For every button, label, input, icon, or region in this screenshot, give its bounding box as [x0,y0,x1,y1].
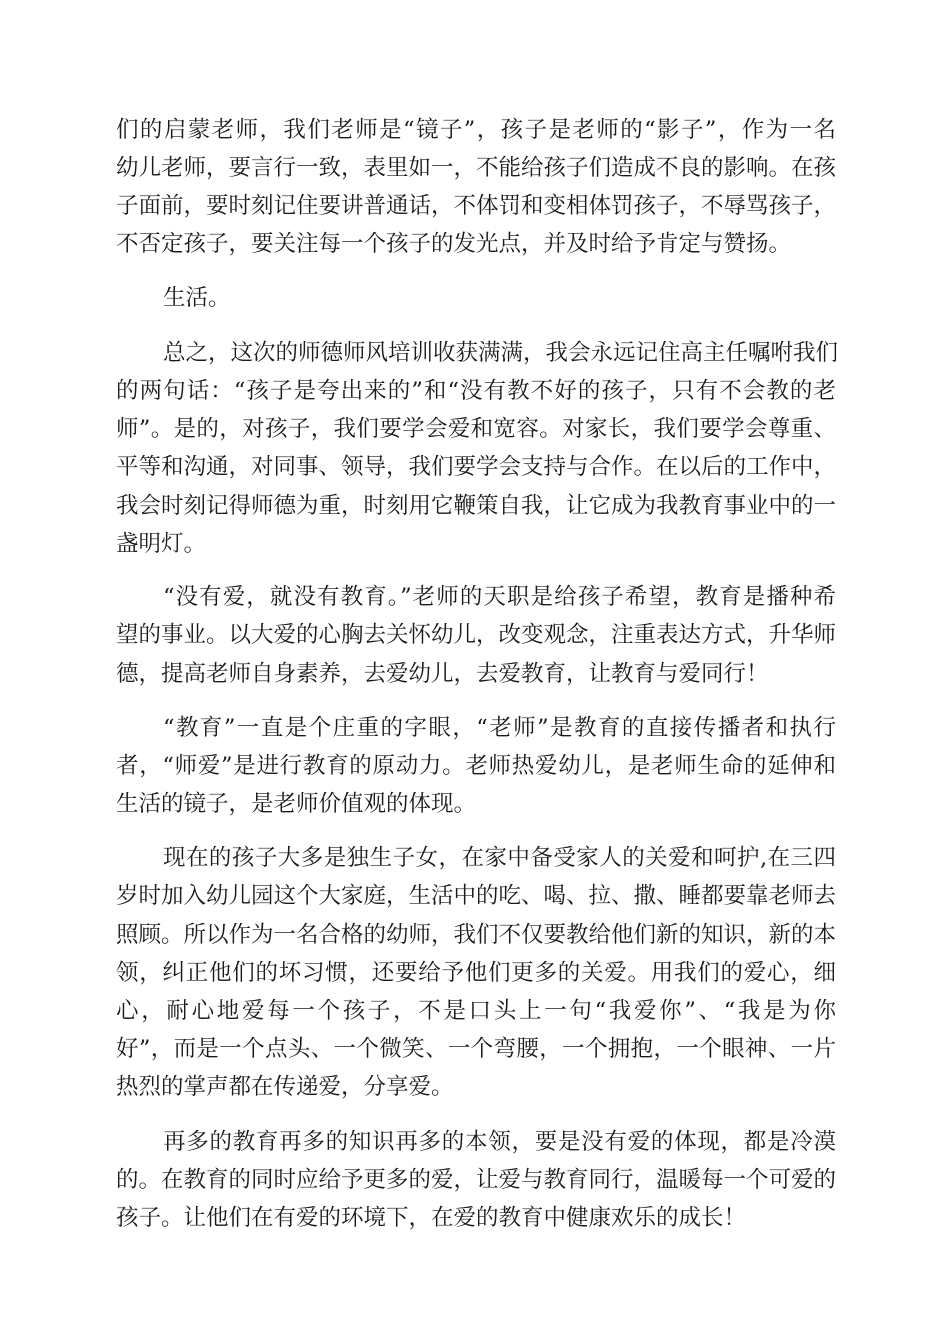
text-line: “教育”一直是个庄重的字眼，“老师”是教育的直接传播者和执行 [163,715,836,741]
text-line: “没有爱，就没有教育。”老师的天职是给孩子希望，教育是播种希 [163,584,836,610]
text-line: 生活的镜子，是老师价值观的体现。 [116,791,477,817]
text-line: 心，耐心地爱每一个孩子，不是口头上一句“我爱你”、“我是为你 [116,998,836,1024]
text-line: 平等和沟通，对同事、领导，我们要学会支持与合作。在以后的工作中， [116,454,837,480]
text-line: 孩子。让他们在有爱的环境下，在爱的教育中健康欢乐的成长！ [116,1205,747,1231]
text-line: 的两句话：“孩子是夸出来的”和“没有教不好的孩子，只有不会教的老 [116,378,836,404]
text-line: 好”，而是一个点头、一个微笑、一个弯腰，一个拥抱，一个眼神、一片 [116,1036,836,1062]
text-line: 子面前，要时刻记住要讲普通话，不体罚和变相体罚孩子，不辱骂孩子， [116,193,837,219]
text-line: 总之，这次的师德师风培训收获满满，我会永远记住高主任嘱咐我们 [163,340,839,366]
text-line: 望的事业。以大爱的心胸去关怀幼儿，改变观念，注重表达方式，升华师 [116,622,837,648]
text-line: 德，提高老师自身素养，去爱幼儿，去爱教育，让教育与爱同行！ [116,661,769,687]
text-line: 现在的孩子大多是独生子女，在家中备受家人的关爱和呵护,在三四 [163,845,836,871]
text-line: 师”。是的，对孩子，我们要学会爱和宽容。对家长，我们要学会尊重、 [116,416,836,442]
text-line: 者，“师爱”是进行教育的原动力。老师热爱幼儿，是老师生命的延伸和 [116,753,836,779]
text-line: 的。在教育的同时应给予更多的爱，让爱与教育同行，温暖每一个可爱的 [116,1167,837,1193]
text-line: 领，纠正他们的坏习惯，还要给予他们更多的关爱。用我们的爱心，细 [116,960,836,986]
text-line: 热烈的掌声都在传递爱，分享爱。 [116,1074,454,1100]
text-line: 们的启蒙老师，我们老师是“镜子”，孩子是老师的“影子”，作为一名 [116,117,836,143]
text-line: 我会时刻记得师德为重，时刻用它鞭策自我，让它成为我教育事业中的一 [116,493,837,519]
text-line: 再多的教育再多的知识再多的本领，要是没有爱的体现，都是冷漠 [163,1129,836,1155]
text-line: 岁时加入幼儿园这个大家庭，生活中的吃、喝、拉、撒、睡都要靠老师去 [116,883,837,909]
text-line: 盏明灯。 [116,531,207,557]
text-line: 不否定孩子，要关注每一个孩子的发光点，并及时给予肯定与赞扬。 [116,231,792,257]
text-line: 生活。 [163,285,231,311]
text-line: 幼儿老师，要言行一致，表里如一，不能给孩子们造成不良的影响。在孩 [116,155,837,181]
text-line: 照顾。所以作为一名合格的幼师，我们不仅要教给他们新的知识，新的本 [116,922,837,948]
